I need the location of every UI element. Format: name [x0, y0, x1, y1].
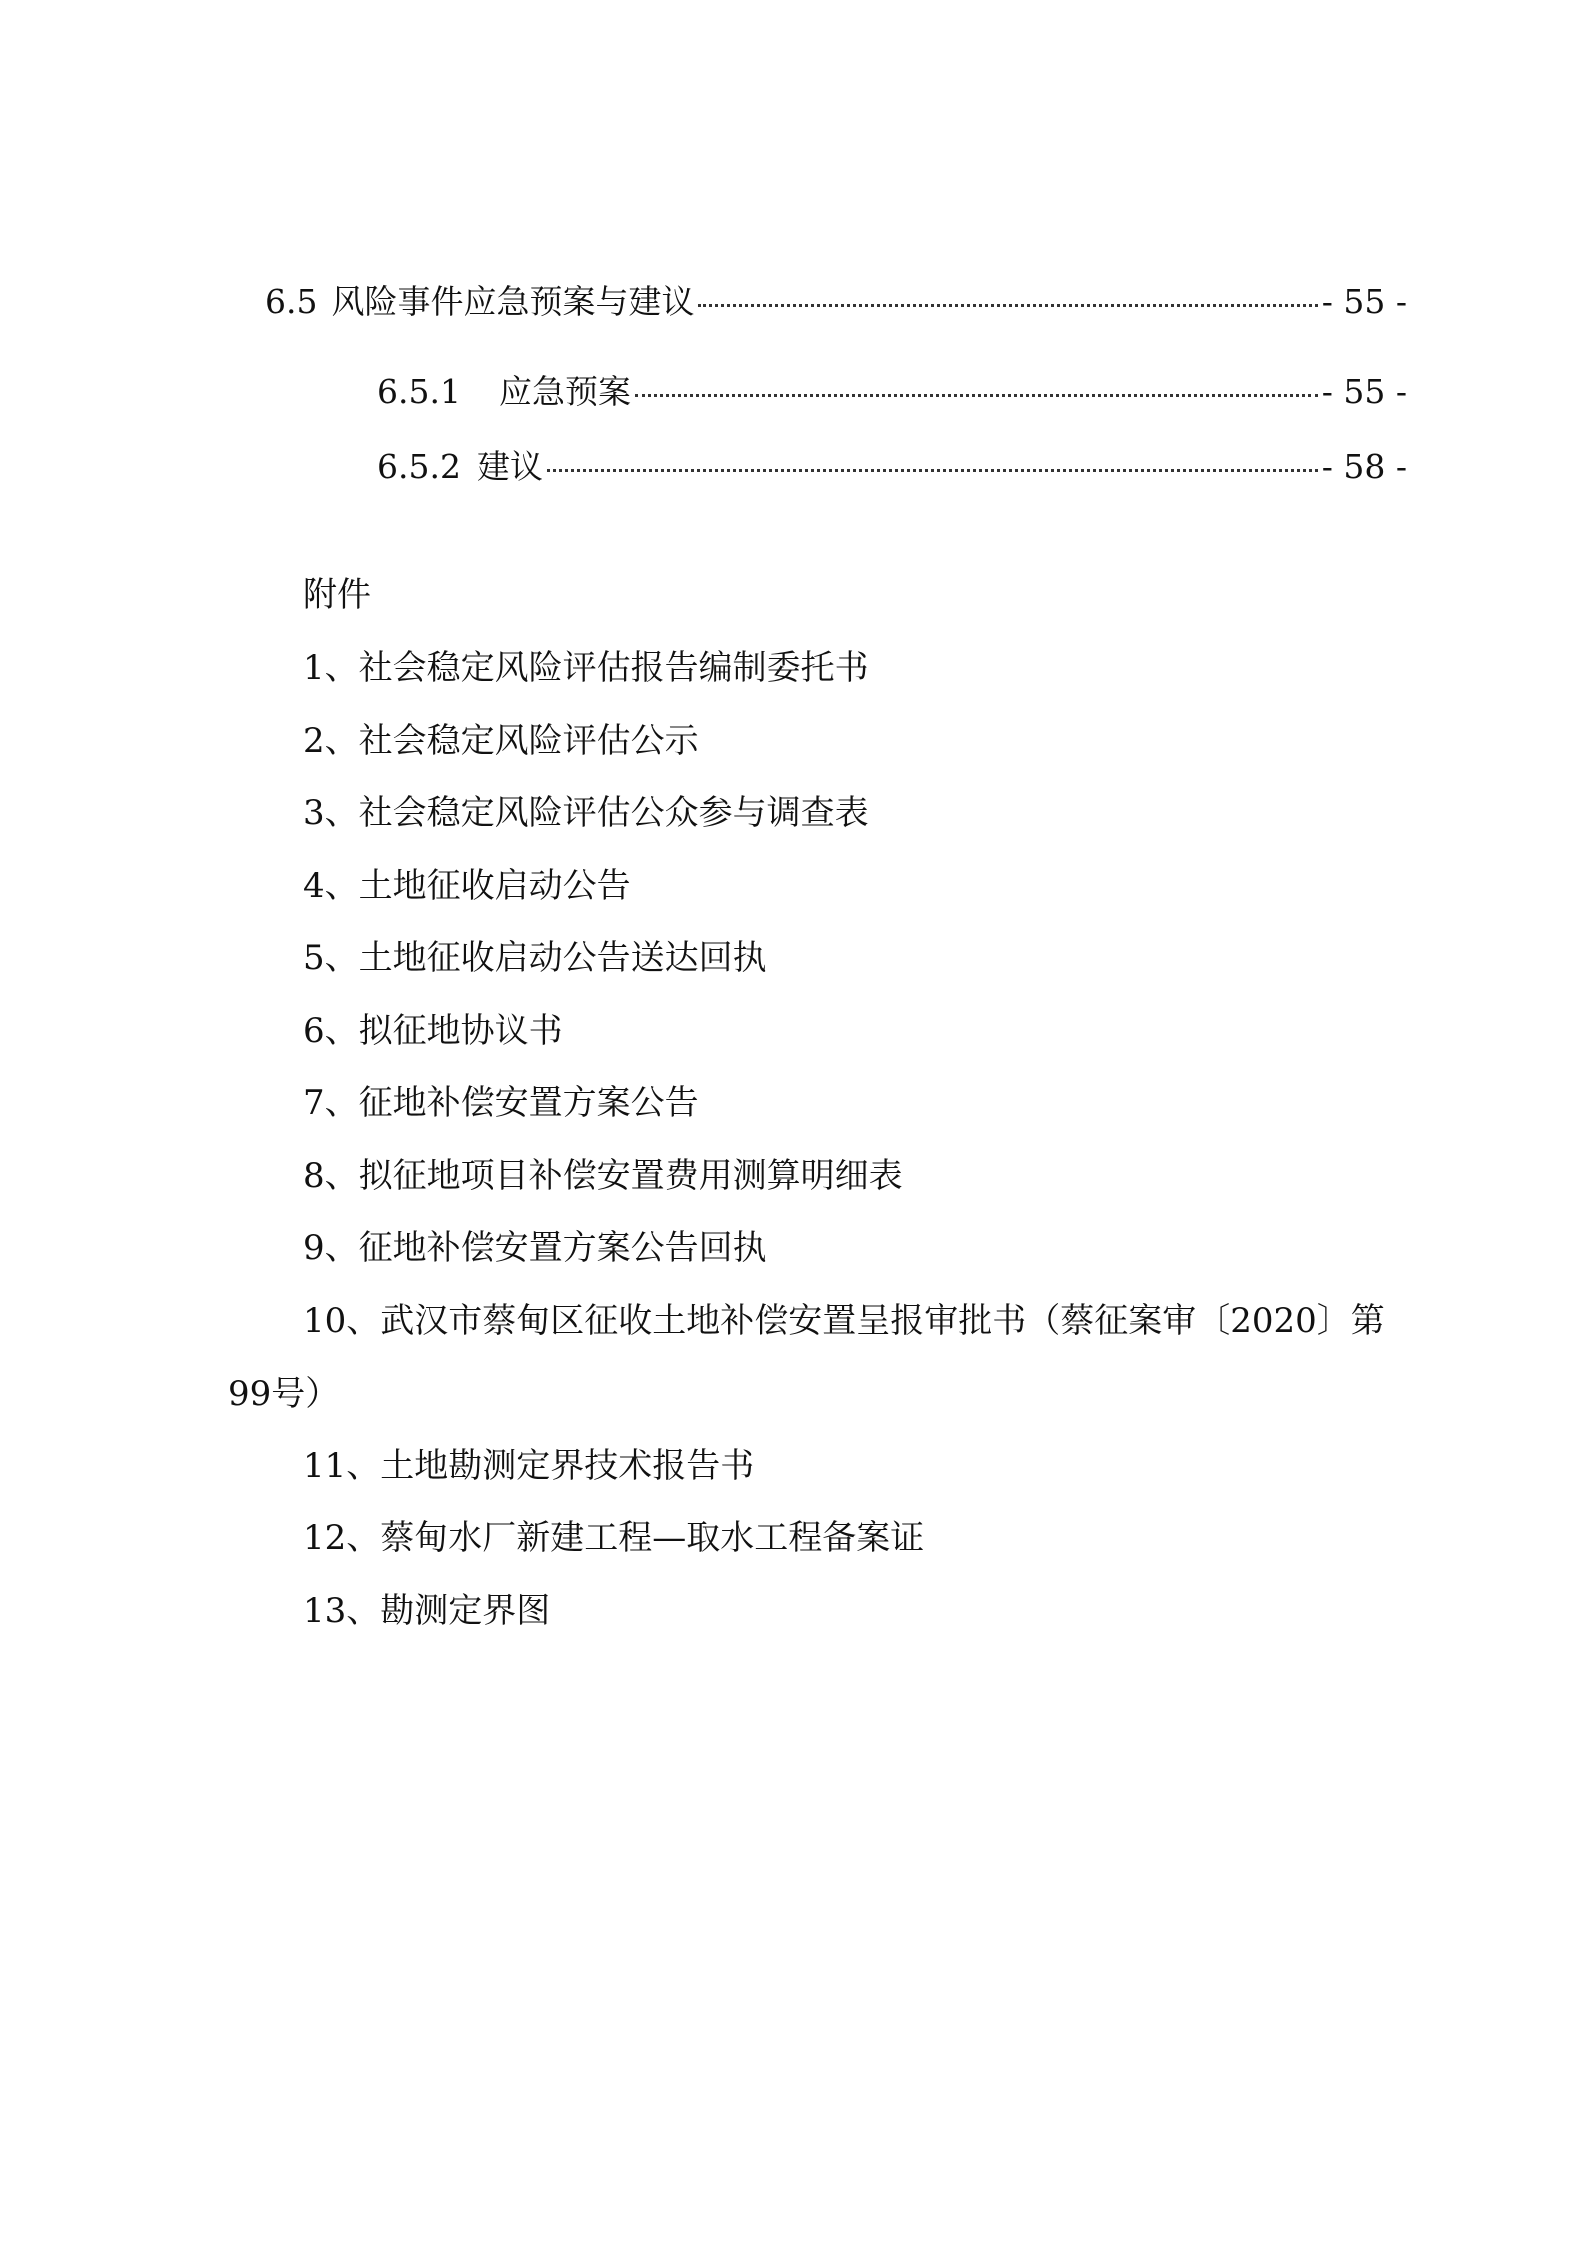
attachments-heading: 附件: [303, 575, 371, 615]
attachment-item: 10、武汉市蔡甸区征收土地补偿安置呈报审批书（蔡征案审〔2020〕第99号）: [228, 1301, 1385, 1414]
toc-entry-number: 6.5: [265, 282, 318, 321]
toc-entry-page: - 58 -: [1321, 447, 1407, 486]
attachment-item: 9、征地补偿安置方案公告回执: [303, 1228, 767, 1268]
attachment-item: 8、拟征地项目补偿安置费用测算明细表: [303, 1156, 903, 1196]
attachment-item: 11、土地勘测定界技术报告书: [303, 1446, 755, 1486]
toc-leader-dots: [635, 394, 1318, 397]
toc-entry[interactable]: [265, 280, 1407, 324]
attachment-item: 5、土地征收启动公告送达回执: [303, 938, 767, 978]
toc-entry[interactable]: [377, 370, 1407, 414]
attachment-item: 13、勘测定界图: [303, 1591, 551, 1631]
toc-leader-dots: [698, 304, 1317, 307]
toc-entry-page: - 55 -: [1321, 282, 1407, 321]
attachment-item: 12、蔡甸水厂新建工程—取水工程备案证: [303, 1518, 925, 1558]
attachment-item: 4、土地征收启动公告: [303, 866, 631, 906]
toc-entry-title: 风险事件应急预案与建议: [331, 282, 695, 321]
toc-entry-number: 6.5.1: [377, 372, 461, 411]
toc-entry-title: 建议: [476, 447, 543, 486]
attachment-item: 6、拟征地协议书: [303, 1011, 563, 1051]
attachment-item: 2、社会稳定风险评估公示: [303, 721, 699, 761]
attachment-item: 1、社会稳定风险评估报告编制委托书: [303, 648, 869, 688]
toc-entry-number: 6.5.2: [377, 447, 461, 486]
toc-entry-title: 应急预案: [498, 372, 631, 411]
attachment-item: 7、征地补偿安置方案公告: [303, 1083, 699, 1123]
toc-entry[interactable]: [377, 445, 1407, 489]
toc-leader-dots: [547, 469, 1318, 472]
attachment-item: 3、社会稳定风险评估公众参与调查表: [303, 793, 869, 833]
toc-entry-page: - 55 -: [1321, 372, 1407, 411]
